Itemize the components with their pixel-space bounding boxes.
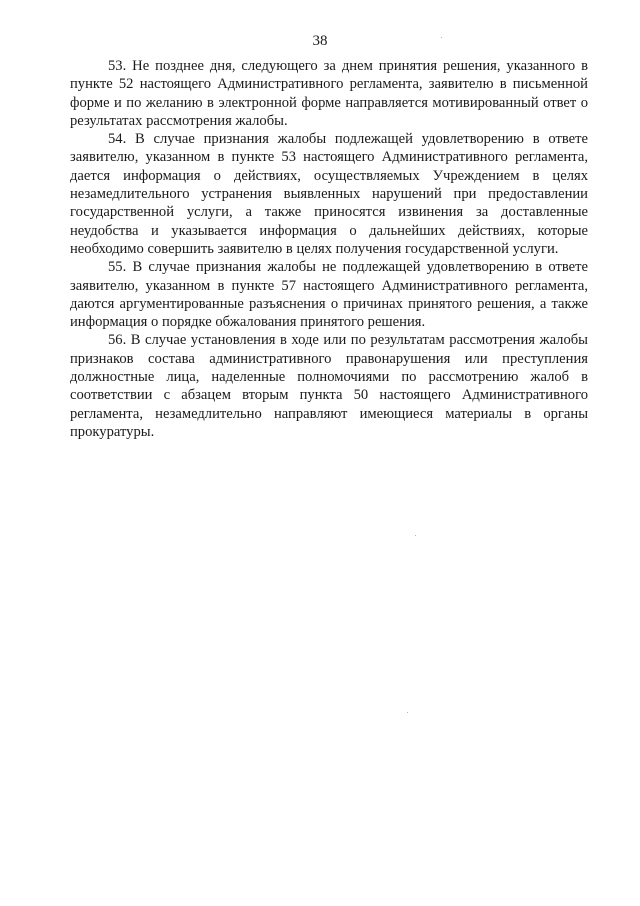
page-number: 38 — [312, 33, 328, 49]
paragraph-54: 54. В случае признания жалобы подлежащей удовлетворению в ответе заявителю, указанном в пункте 53 настоящего Административного регламента, дается информация о действиях, осуществляемых Учреждением в целях незамедлительного устранения выявленных нарушений при предоставлении государственной услуги, а также приносятся извинения за доставленные неудобства и указывается информация о дальнейших действиях, которые необходимо совершить заявителю в целях получения государственной услуги. — [70, 131, 588, 257]
paragraph-53: 53. Не позднее дня, следующего за днем принятия решения, указанного в пункте 52 настоящего Административного регламента, заявителю в письменной форме и по желанию в электронной форме направляется мотивированный ответ о результатах рассмотрения жалобы. — [70, 58, 588, 129]
scan-speck — [415, 535, 416, 536]
paragraph-56: 56. В случае установления в ходе или по результатам рассмотрения жалобы признаков состава административного правонарушения или преступления должностные лица, наделенные полномочиями по рассмотрению жалоб в соответствии с абзацем вторым пункта 50 настоящего Административного регламента, незамедлительно направляют имеющиеся материалы в органы прокуратуры. — [70, 332, 588, 440]
scan-speck — [407, 712, 408, 713]
document-body — [70, 57, 588, 441]
paragraph-55: 55. В случае признания жалобы не подлежащей удовлетворению в ответе заявителю, указанном в пункте 57 настоящего Административного регламента, даются аргументированные разъяснения о причинах принятого решения, а также информация о порядке обжалования принятого решения. — [70, 259, 588, 331]
scan-speck — [441, 37, 442, 38]
